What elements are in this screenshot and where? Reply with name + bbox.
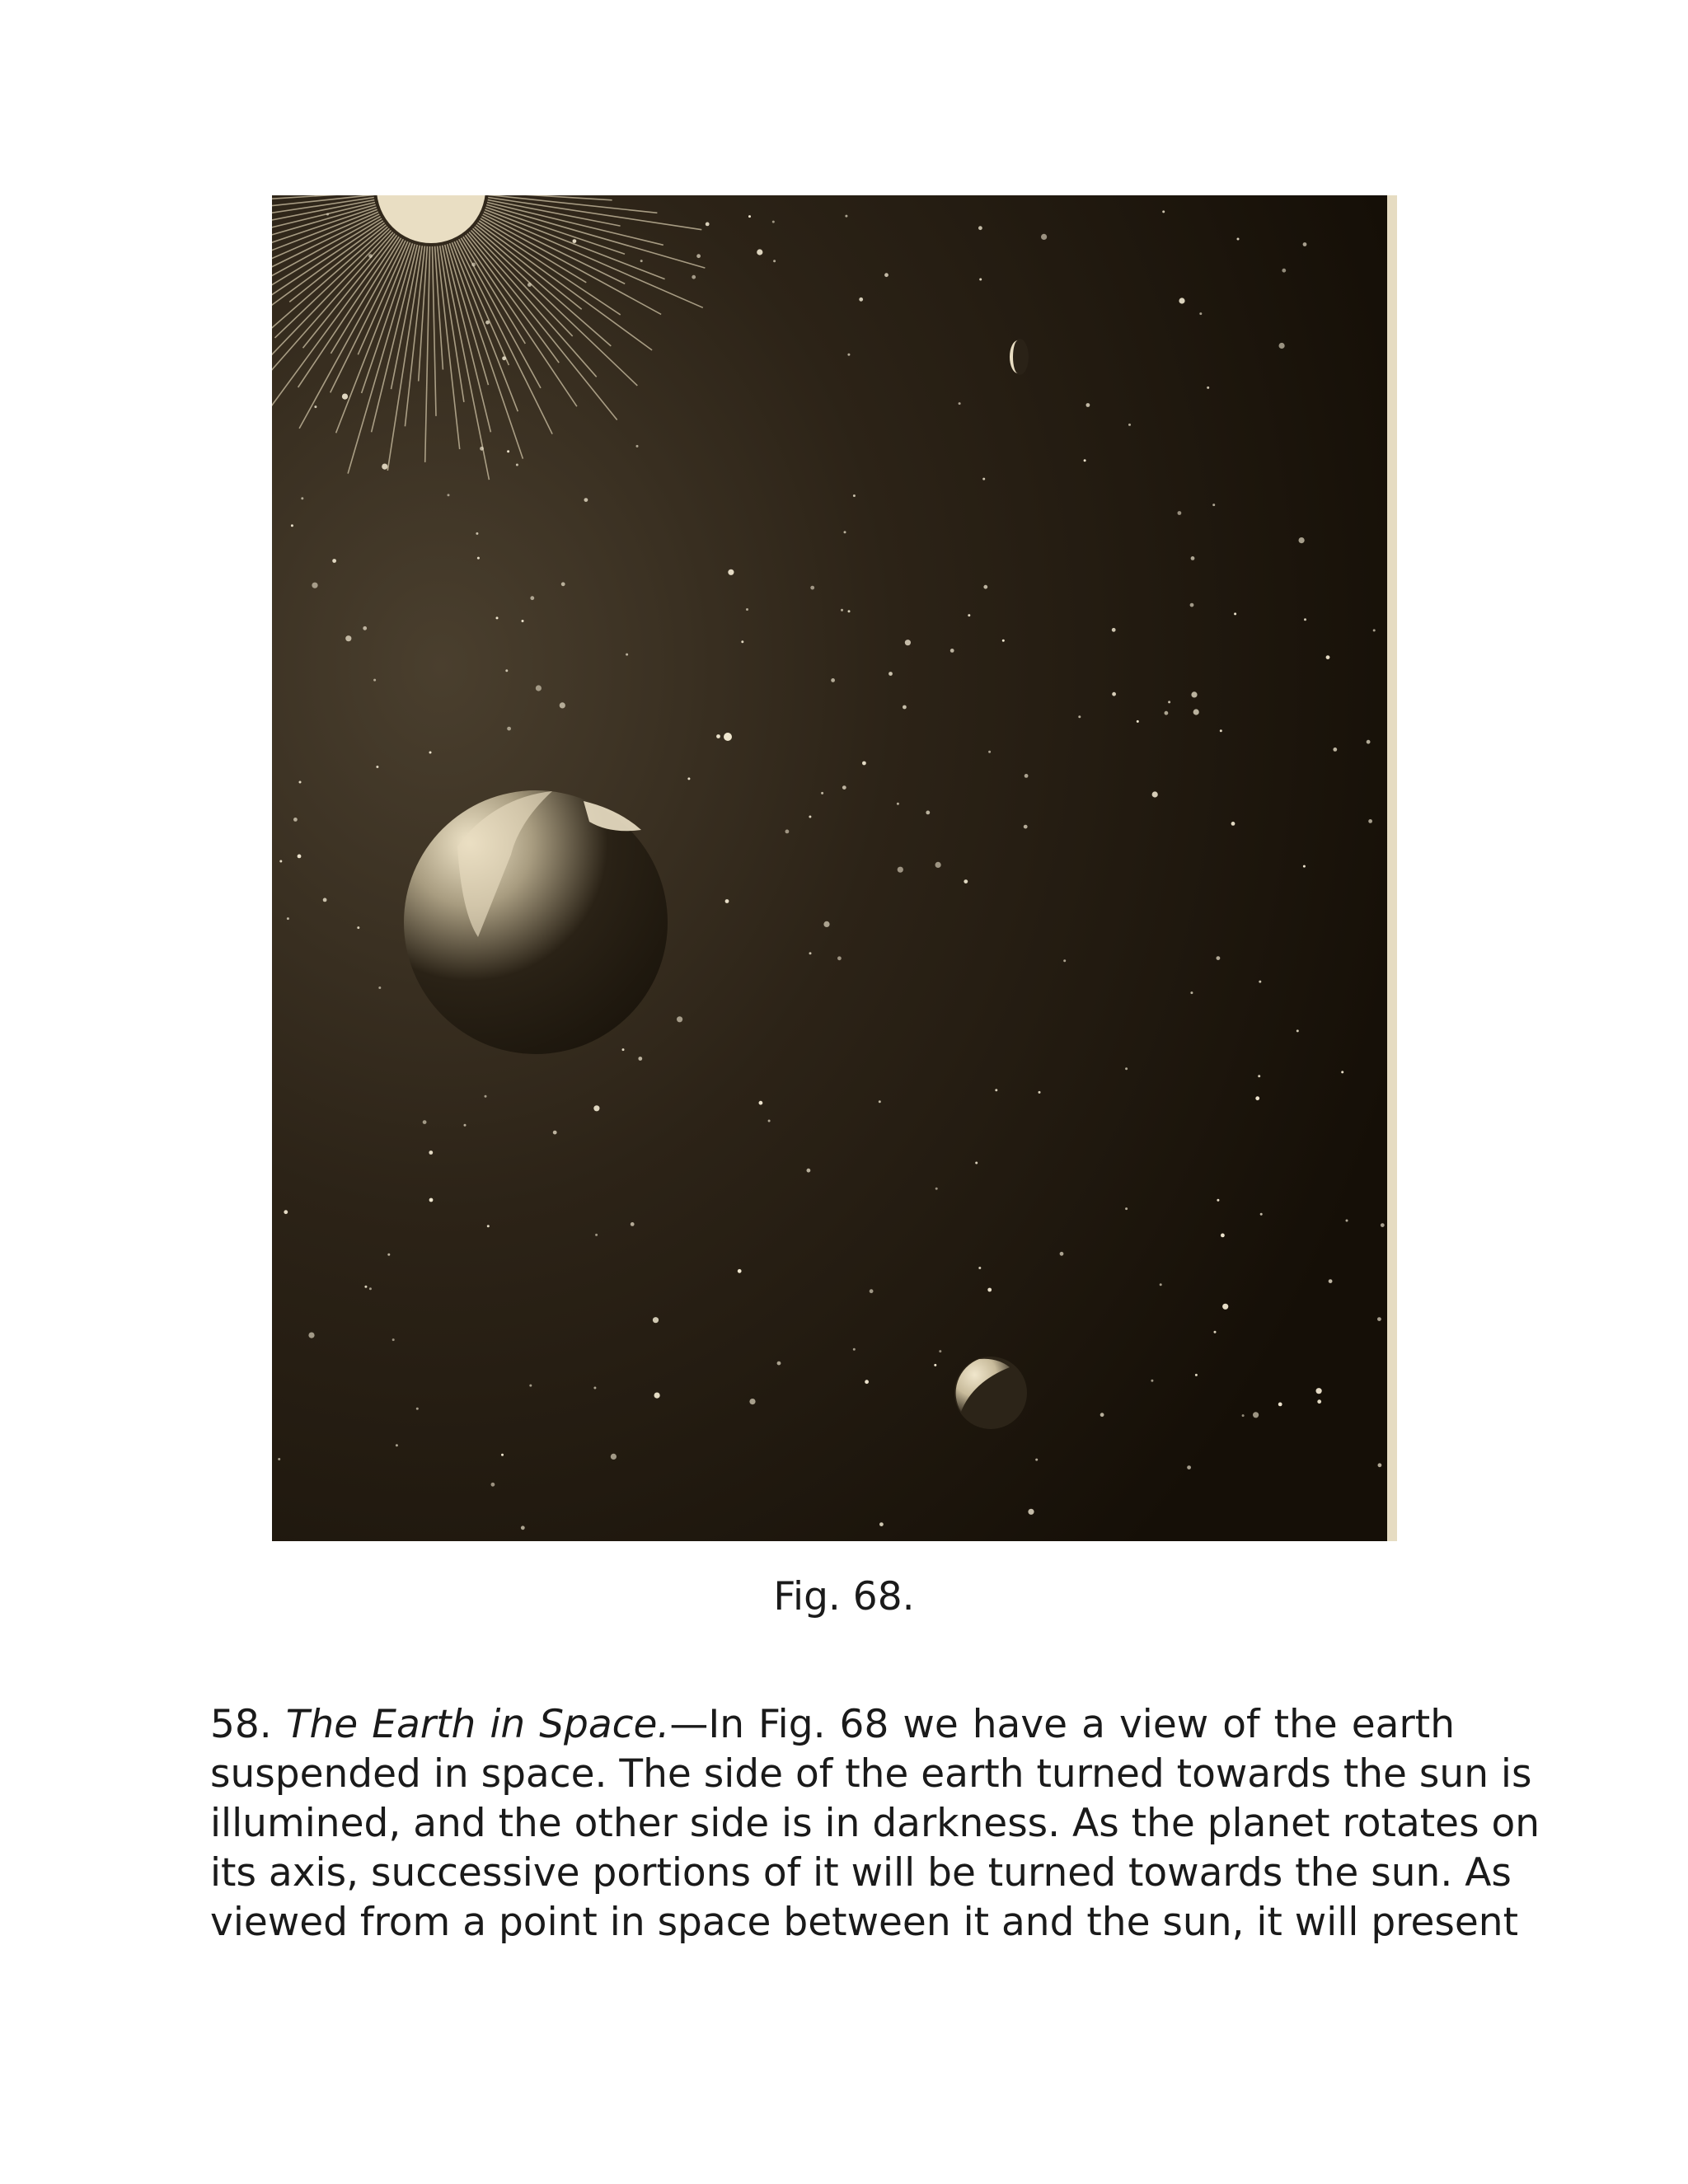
star bbox=[1217, 1199, 1219, 1202]
star bbox=[968, 614, 970, 616]
star bbox=[1060, 1252, 1064, 1256]
star bbox=[748, 215, 751, 218]
star bbox=[1217, 956, 1221, 960]
star bbox=[301, 497, 303, 499]
star bbox=[1187, 1465, 1191, 1469]
star bbox=[862, 762, 866, 766]
star bbox=[749, 1399, 755, 1404]
star bbox=[738, 1269, 742, 1273]
star bbox=[1178, 511, 1182, 515]
star bbox=[521, 1526, 525, 1530]
star bbox=[1125, 1067, 1128, 1070]
star bbox=[653, 1317, 659, 1323]
section-title: The Earth in Space. bbox=[285, 1702, 670, 1747]
star bbox=[935, 862, 941, 868]
star bbox=[777, 1361, 781, 1366]
star bbox=[477, 557, 480, 560]
star bbox=[950, 649, 954, 653]
star bbox=[1128, 424, 1131, 426]
star bbox=[1191, 556, 1195, 560]
star bbox=[1303, 865, 1306, 868]
star bbox=[1242, 1414, 1245, 1417]
star bbox=[1039, 1091, 1041, 1094]
star bbox=[654, 1393, 660, 1399]
star bbox=[387, 1254, 390, 1256]
star bbox=[1152, 791, 1158, 797]
star bbox=[536, 685, 542, 691]
star bbox=[1024, 825, 1028, 829]
star bbox=[1377, 1317, 1381, 1321]
star bbox=[476, 532, 478, 535]
star bbox=[553, 1131, 557, 1135]
star bbox=[879, 1522, 884, 1526]
star bbox=[841, 609, 843, 612]
star bbox=[530, 596, 534, 600]
star bbox=[293, 818, 298, 822]
star bbox=[491, 1483, 495, 1487]
star bbox=[373, 679, 376, 682]
star bbox=[332, 559, 336, 563]
star bbox=[1367, 740, 1371, 744]
star bbox=[716, 734, 720, 738]
star bbox=[853, 1348, 856, 1351]
section-number: 58. bbox=[210, 1702, 272, 1747]
star bbox=[369, 1287, 372, 1290]
star bbox=[837, 956, 842, 960]
star bbox=[522, 620, 524, 622]
star bbox=[1191, 691, 1197, 697]
star bbox=[1255, 1096, 1259, 1100]
star bbox=[314, 405, 316, 408]
star bbox=[983, 585, 987, 589]
star bbox=[1234, 612, 1236, 615]
star bbox=[516, 464, 518, 466]
star bbox=[423, 1120, 427, 1124]
star bbox=[480, 447, 484, 451]
star bbox=[326, 213, 329, 216]
star bbox=[392, 1338, 395, 1341]
figure-caption: Fig. 68. bbox=[773, 1574, 915, 1619]
star bbox=[785, 830, 790, 834]
star bbox=[746, 608, 748, 611]
star bbox=[959, 402, 961, 405]
star bbox=[308, 1333, 314, 1338]
star bbox=[1084, 459, 1086, 462]
star bbox=[934, 1364, 936, 1366]
star bbox=[1373, 629, 1376, 631]
star bbox=[1193, 709, 1199, 715]
star bbox=[759, 1101, 763, 1105]
star bbox=[979, 279, 982, 281]
line-1-text: —In Fig. 68 we have a view of the earth bbox=[669, 1702, 1455, 1747]
star bbox=[1221, 1234, 1225, 1238]
star bbox=[1162, 210, 1165, 213]
star bbox=[1041, 234, 1047, 240]
star bbox=[485, 321, 490, 325]
star bbox=[287, 917, 289, 920]
star bbox=[889, 672, 893, 676]
star bbox=[1112, 628, 1116, 632]
star bbox=[640, 260, 643, 262]
star bbox=[342, 394, 348, 400]
star bbox=[1137, 720, 1139, 723]
star bbox=[1002, 640, 1005, 642]
star bbox=[312, 583, 317, 588]
star bbox=[1063, 959, 1066, 962]
star bbox=[505, 669, 508, 672]
body-paragraph bbox=[210, 1700, 1540, 1947]
paragraph-line-1 bbox=[210, 1700, 1455, 1750]
star bbox=[847, 354, 850, 356]
star bbox=[1279, 343, 1285, 349]
star bbox=[1231, 822, 1236, 826]
star bbox=[692, 275, 696, 279]
star bbox=[573, 239, 577, 243]
right-edge-strip bbox=[1387, 195, 1397, 1541]
star bbox=[1190, 603, 1194, 607]
star bbox=[845, 215, 847, 218]
star bbox=[471, 263, 476, 267]
star bbox=[772, 221, 775, 223]
star bbox=[844, 531, 846, 533]
star bbox=[345, 635, 351, 641]
star bbox=[278, 1458, 280, 1460]
star bbox=[978, 226, 982, 230]
star bbox=[1341, 1071, 1343, 1073]
star bbox=[416, 1408, 419, 1410]
star bbox=[1125, 1207, 1128, 1210]
star bbox=[1028, 1509, 1034, 1515]
star bbox=[677, 1016, 682, 1022]
star bbox=[364, 1286, 367, 1288]
star bbox=[926, 811, 930, 815]
star bbox=[1346, 1220, 1348, 1222]
star bbox=[1214, 1331, 1217, 1333]
star bbox=[1299, 537, 1305, 543]
star bbox=[897, 803, 899, 805]
star bbox=[1333, 748, 1337, 752]
star bbox=[279, 860, 282, 863]
star bbox=[1304, 618, 1306, 621]
star bbox=[848, 610, 851, 612]
moon-lower-icon bbox=[954, 1357, 1027, 1429]
star bbox=[378, 987, 381, 989]
star bbox=[1316, 1388, 1322, 1394]
star bbox=[299, 781, 302, 784]
star bbox=[706, 223, 710, 227]
star bbox=[842, 785, 846, 790]
star bbox=[487, 1225, 490, 1227]
earth-in-space-illustration bbox=[272, 195, 1397, 1541]
star bbox=[464, 1124, 467, 1127]
star bbox=[741, 640, 743, 643]
star bbox=[823, 921, 829, 927]
star bbox=[502, 356, 506, 360]
star bbox=[429, 1198, 434, 1202]
star bbox=[1329, 1279, 1333, 1283]
star bbox=[853, 494, 856, 497]
star bbox=[368, 254, 373, 258]
star bbox=[631, 1222, 635, 1226]
star bbox=[529, 1385, 532, 1387]
star bbox=[496, 616, 499, 619]
star bbox=[995, 1089, 997, 1091]
star bbox=[593, 1105, 599, 1111]
star bbox=[626, 654, 628, 656]
star bbox=[448, 494, 450, 496]
star bbox=[757, 249, 762, 255]
star bbox=[584, 498, 588, 502]
star bbox=[382, 464, 387, 470]
star bbox=[636, 445, 639, 448]
star bbox=[1220, 729, 1222, 732]
paragraph-line-5: viewed from a point in space between it and the sun, it will present bbox=[210, 1900, 1519, 1945]
star bbox=[1160, 1283, 1162, 1286]
star bbox=[429, 1151, 433, 1155]
star bbox=[1253, 1412, 1259, 1418]
star bbox=[831, 678, 835, 682]
star bbox=[988, 751, 991, 753]
star bbox=[1278, 1403, 1282, 1407]
star bbox=[773, 260, 776, 262]
star bbox=[1190, 991, 1193, 994]
star bbox=[1195, 1374, 1198, 1376]
star bbox=[725, 899, 729, 903]
star bbox=[376, 766, 378, 768]
star bbox=[560, 702, 565, 708]
star bbox=[1282, 269, 1286, 273]
star bbox=[507, 727, 511, 731]
star bbox=[964, 879, 968, 883]
star bbox=[935, 1188, 938, 1190]
star bbox=[1381, 1223, 1385, 1227]
star bbox=[1303, 242, 1307, 246]
star bbox=[323, 898, 327, 902]
star bbox=[939, 1350, 941, 1352]
star bbox=[357, 926, 359, 929]
star bbox=[622, 1048, 625, 1051]
star bbox=[1025, 774, 1029, 778]
star bbox=[768, 1120, 771, 1122]
star bbox=[810, 586, 814, 590]
star bbox=[1212, 504, 1215, 506]
star bbox=[975, 1162, 978, 1165]
star bbox=[987, 1288, 992, 1292]
star bbox=[429, 752, 432, 754]
star bbox=[879, 1100, 881, 1103]
star bbox=[1378, 1463, 1382, 1467]
star bbox=[1260, 1213, 1263, 1216]
star bbox=[1112, 692, 1116, 696]
star bbox=[501, 1454, 504, 1456]
star bbox=[870, 1289, 874, 1293]
star bbox=[1035, 1459, 1038, 1461]
star bbox=[898, 867, 903, 873]
star bbox=[809, 952, 812, 954]
star bbox=[696, 254, 701, 258]
star bbox=[884, 273, 889, 277]
paragraph-line-4: its axis, successive portions of it will be turned towards the sun. As bbox=[210, 1850, 1512, 1896]
star bbox=[291, 524, 293, 527]
star bbox=[396, 1444, 398, 1446]
star bbox=[284, 1210, 288, 1214]
star bbox=[1258, 1075, 1260, 1077]
star bbox=[1296, 1029, 1299, 1032]
star bbox=[507, 450, 509, 452]
star bbox=[821, 792, 823, 794]
star bbox=[363, 626, 367, 630]
star bbox=[1179, 298, 1184, 303]
star bbox=[1317, 1399, 1321, 1404]
star bbox=[1078, 715, 1081, 718]
star bbox=[1100, 1413, 1104, 1417]
star bbox=[1326, 655, 1330, 659]
star bbox=[865, 1380, 869, 1384]
star bbox=[982, 478, 985, 480]
star bbox=[809, 816, 811, 818]
star bbox=[978, 1267, 981, 1269]
star bbox=[728, 569, 734, 575]
star bbox=[561, 582, 565, 586]
star bbox=[1165, 711, 1169, 715]
star bbox=[638, 1057, 642, 1061]
star bbox=[1237, 238, 1240, 241]
star bbox=[611, 1454, 617, 1460]
paragraph-line-2: suspended in space. The side of the earth turned towards the sun is bbox=[210, 1751, 1532, 1797]
star bbox=[1168, 701, 1170, 703]
star bbox=[485, 1095, 487, 1098]
star bbox=[903, 705, 907, 710]
star bbox=[1151, 1380, 1153, 1382]
paragraph-line-3: illumined, and the other side is in darkness. As the planet rotates on bbox=[210, 1801, 1540, 1846]
star bbox=[859, 298, 863, 302]
star bbox=[1368, 819, 1372, 823]
star bbox=[1086, 403, 1090, 407]
star bbox=[595, 1234, 598, 1236]
star bbox=[905, 640, 911, 645]
star bbox=[807, 1169, 811, 1173]
star bbox=[687, 777, 690, 780]
star bbox=[1207, 387, 1209, 389]
star bbox=[1222, 1304, 1228, 1310]
star bbox=[1259, 981, 1261, 983]
star bbox=[528, 283, 532, 287]
star bbox=[1199, 312, 1202, 315]
star bbox=[298, 855, 302, 859]
star bbox=[593, 1387, 596, 1390]
